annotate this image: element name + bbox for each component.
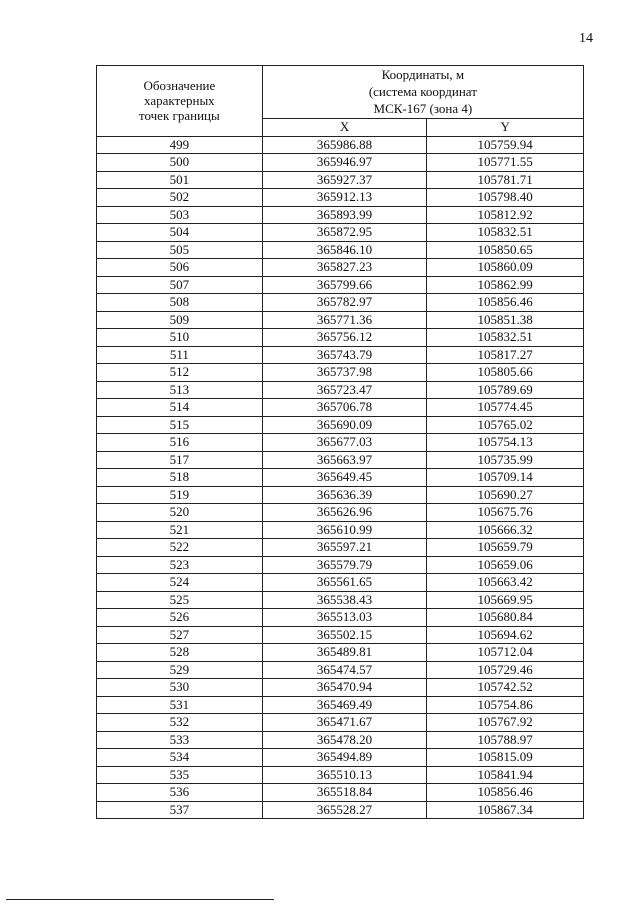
point-cell: 513 — [97, 381, 263, 399]
table-row — [97, 784, 584, 802]
point-cell: 532 — [97, 714, 263, 732]
y-coordinate-cell: 105735.99 — [427, 451, 584, 469]
y-coordinate-cell: 105759.94 — [427, 136, 584, 154]
table-row — [97, 714, 584, 732]
table-row — [97, 661, 584, 679]
x-coordinate-cell: 365649.45 — [262, 469, 427, 487]
x-coordinate-cell: 365494.89 — [262, 749, 427, 767]
footnote-separator — [6, 899, 274, 900]
point-cell: 506 — [97, 259, 263, 277]
point-header-line-1: Обозначение — [143, 78, 216, 94]
y-coordinate-cell: 105805.66 — [427, 364, 584, 382]
x-coordinate-cell: 365677.03 — [262, 434, 427, 452]
y-coordinate-cell: 105659.06 — [427, 556, 584, 574]
y-coordinate-cell: 105694.62 — [427, 626, 584, 644]
point-cell: 534 — [97, 749, 263, 767]
table-row — [97, 556, 584, 574]
table-row — [97, 644, 584, 662]
x-column-header: X — [262, 119, 427, 137]
table-row — [97, 591, 584, 609]
x-coordinate-cell: 365626.96 — [262, 504, 427, 522]
x-coordinate-cell: 365474.57 — [262, 661, 427, 679]
y-coordinate-cell: 105832.51 — [427, 224, 584, 242]
point-cell: 535 — [97, 766, 263, 784]
y-coordinate-cell: 105867.34 — [427, 801, 584, 819]
coordinates-table — [96, 65, 584, 819]
x-coordinate-cell: 365510.13 — [262, 766, 427, 784]
y-column-header: Y — [427, 119, 584, 137]
x-coordinate-cell: 365471.67 — [262, 714, 427, 732]
point-cell: 527 — [97, 626, 263, 644]
x-coordinate-cell: 365743.79 — [262, 346, 427, 364]
table-row — [97, 294, 584, 312]
y-coordinate-cell: 105709.14 — [427, 469, 584, 487]
point-cell: 512 — [97, 364, 263, 382]
point-header-line-3: точек границы — [138, 108, 220, 124]
table-row — [97, 154, 584, 172]
x-coordinate-cell: 365946.97 — [262, 154, 427, 172]
x-coordinate-cell: 365597.21 — [262, 539, 427, 557]
y-coordinate-cell: 105832.51 — [427, 329, 584, 347]
y-coordinate-cell: 105817.27 — [427, 346, 584, 364]
y-coordinate-cell: 105856.46 — [427, 294, 584, 312]
point-cell: 514 — [97, 399, 263, 417]
x-coordinate-cell: 365561.65 — [262, 574, 427, 592]
table-row — [97, 311, 584, 329]
point-cell: 528 — [97, 644, 263, 662]
y-coordinate-cell: 105765.02 — [427, 416, 584, 434]
point-cell: 529 — [97, 661, 263, 679]
page-number: 14 — [579, 31, 593, 46]
y-coordinate-cell: 105690.27 — [427, 486, 584, 504]
point-cell: 533 — [97, 731, 263, 749]
point-cell: 503 — [97, 206, 263, 224]
x-coordinate-cell: 365771.36 — [262, 311, 427, 329]
x-coordinate-cell: 365872.95 — [262, 224, 427, 242]
y-coordinate-cell: 105742.52 — [427, 679, 584, 697]
y-coordinate-cell: 105815.09 — [427, 749, 584, 767]
x-coordinate-cell: 365502.15 — [262, 626, 427, 644]
table-row — [97, 399, 584, 417]
x-coordinate-cell: 365706.78 — [262, 399, 427, 417]
y-coordinate-cell: 105850.65 — [427, 241, 584, 259]
table-row — [97, 696, 584, 714]
x-coordinate-cell: 365723.47 — [262, 381, 427, 399]
point-cell: 526 — [97, 609, 263, 627]
table-row — [97, 416, 584, 434]
table-row — [97, 189, 584, 207]
y-coordinate-cell: 105675.76 — [427, 504, 584, 522]
table-row — [97, 486, 584, 504]
y-coordinate-cell: 105789.69 — [427, 381, 584, 399]
y-coordinate-cell: 105729.46 — [427, 661, 584, 679]
x-coordinate-cell: 365782.97 — [262, 294, 427, 312]
point-cell: 499 — [97, 136, 263, 154]
y-coordinate-cell: 105812.92 — [427, 206, 584, 224]
y-coordinate-cell: 105767.92 — [427, 714, 584, 732]
x-coordinate-cell: 365518.84 — [262, 784, 427, 802]
x-coordinate-cell: 365538.43 — [262, 591, 427, 609]
x-coordinate-cell: 365827.23 — [262, 259, 427, 277]
point-cell: 537 — [97, 801, 263, 819]
y-coordinate-cell: 105666.32 — [427, 521, 584, 539]
point-cell: 516 — [97, 434, 263, 452]
point-cell: 511 — [97, 346, 263, 364]
point-cell: 531 — [97, 696, 263, 714]
x-coordinate-cell: 365756.12 — [262, 329, 427, 347]
point-cell: 515 — [97, 416, 263, 434]
x-coordinate-cell: 365470.94 — [262, 679, 427, 697]
table-row — [97, 364, 584, 382]
y-coordinate-cell: 105781.71 — [427, 171, 584, 189]
table-row — [97, 504, 584, 522]
x-coordinate-cell: 365469.49 — [262, 696, 427, 714]
x-coordinate-cell: 365799.66 — [262, 276, 427, 294]
y-coordinate-cell: 105856.46 — [427, 784, 584, 802]
point-cell: 507 — [97, 276, 263, 294]
y-coordinate-cell: 105851.38 — [427, 311, 584, 329]
point-cell: 525 — [97, 591, 263, 609]
x-coordinate-cell: 365513.03 — [262, 609, 427, 627]
y-coordinate-cell: 105659.79 — [427, 539, 584, 557]
point-cell: 519 — [97, 486, 263, 504]
x-coordinate-cell: 365478.20 — [262, 731, 427, 749]
point-cell: 522 — [97, 539, 263, 557]
table-row — [97, 469, 584, 487]
y-coordinate-cell: 105669.95 — [427, 591, 584, 609]
table-row — [97, 574, 584, 592]
table-row — [97, 434, 584, 452]
table-row — [97, 276, 584, 294]
y-coordinate-cell: 105860.09 — [427, 259, 584, 277]
y-coordinate-cell: 105788.97 — [427, 731, 584, 749]
point-cell: 518 — [97, 469, 263, 487]
y-coordinate-cell: 105862.99 — [427, 276, 584, 294]
x-coordinate-cell: 365636.39 — [262, 486, 427, 504]
point-header-line-2: характерных — [144, 93, 215, 109]
coordinates-header-line-1: Координаты, м — [381, 67, 465, 82]
x-coordinate-cell: 365690.09 — [262, 416, 427, 434]
table-header — [97, 66, 584, 137]
y-coordinate-cell: 105712.04 — [427, 644, 584, 662]
point-cell: 505 — [97, 241, 263, 259]
point-cell: 536 — [97, 784, 263, 802]
point-cell: 509 — [97, 311, 263, 329]
table-row — [97, 171, 584, 189]
point-cell: 508 — [97, 294, 263, 312]
x-coordinate-cell: 365489.81 — [262, 644, 427, 662]
table-row — [97, 766, 584, 784]
point-cell: 510 — [97, 329, 263, 347]
y-coordinate-cell: 105663.42 — [427, 574, 584, 592]
x-coordinate-cell: 365737.98 — [262, 364, 427, 382]
table-row — [97, 801, 584, 819]
table-body — [97, 136, 584, 819]
coordinates-header-line-2: (система координат — [368, 84, 477, 99]
y-coordinate-cell: 105754.86 — [427, 696, 584, 714]
point-cell: 521 — [97, 521, 263, 539]
point-cell: 523 — [97, 556, 263, 574]
table-row — [97, 539, 584, 557]
x-coordinate-cell: 365893.99 — [262, 206, 427, 224]
table-row — [97, 521, 584, 539]
y-coordinate-cell: 105680.84 — [427, 609, 584, 627]
table-row — [97, 224, 584, 242]
table-row — [97, 731, 584, 749]
table-row — [97, 451, 584, 469]
y-coordinate-cell: 105774.45 — [427, 399, 584, 417]
x-coordinate-cell: 365663.97 — [262, 451, 427, 469]
table-row — [97, 381, 584, 399]
point-cell: 524 — [97, 574, 263, 592]
point-cell: 517 — [97, 451, 263, 469]
x-coordinate-cell: 365912.13 — [262, 189, 427, 207]
table-row — [97, 626, 584, 644]
point-cell: 530 — [97, 679, 263, 697]
y-coordinate-cell: 105798.40 — [427, 189, 584, 207]
point-cell: 504 — [97, 224, 263, 242]
table-row — [97, 136, 584, 154]
table-row — [97, 679, 584, 697]
x-coordinate-cell: 365528.27 — [262, 801, 427, 819]
coordinates-header-line-3: МСК-167 (зона 4) — [373, 101, 473, 116]
point-cell: 500 — [97, 154, 263, 172]
y-coordinate-cell: 105754.13 — [427, 434, 584, 452]
point-cell: 520 — [97, 504, 263, 522]
point-cell: 501 — [97, 171, 263, 189]
table-row — [97, 241, 584, 259]
y-coordinate-cell: 105771.55 — [427, 154, 584, 172]
x-coordinate-cell: 365579.79 — [262, 556, 427, 574]
point-cell: 502 — [97, 189, 263, 207]
table-row — [97, 206, 584, 224]
y-coordinate-cell: 105841.94 — [427, 766, 584, 784]
x-coordinate-cell: 365610.99 — [262, 521, 427, 539]
table-row — [97, 749, 584, 767]
coordinates-header — [262, 66, 583, 119]
table-row — [97, 346, 584, 364]
x-coordinate-cell: 365927.37 — [262, 171, 427, 189]
point-designation-header — [97, 66, 263, 137]
table-row — [97, 609, 584, 627]
table-row — [97, 259, 584, 277]
table-row — [97, 329, 584, 347]
x-coordinate-cell: 365986.88 — [262, 136, 427, 154]
x-coordinate-cell: 365846.10 — [262, 241, 427, 259]
